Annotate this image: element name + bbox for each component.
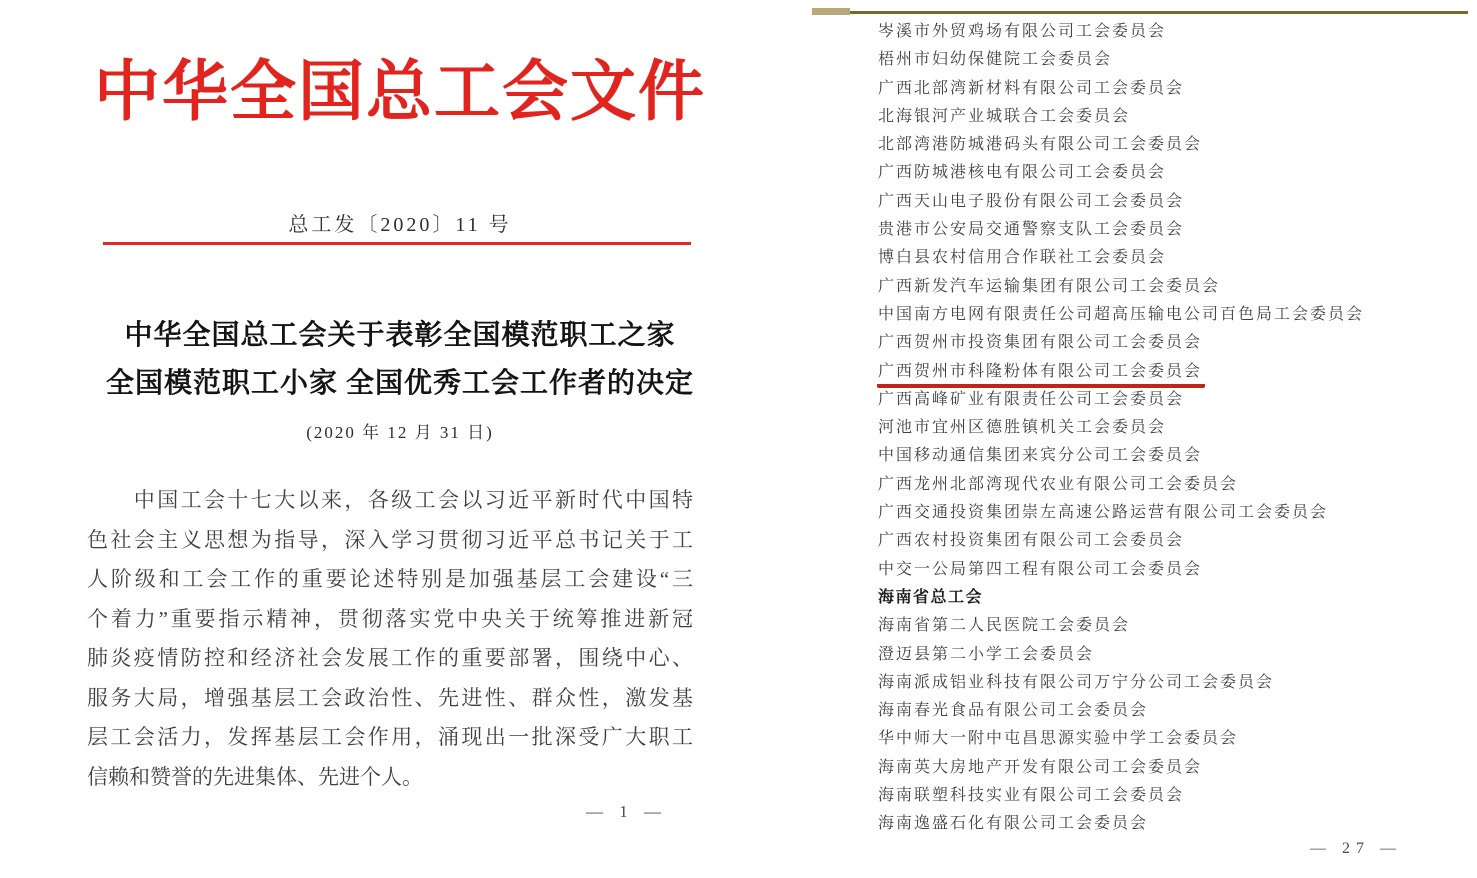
- body-line: 色社会主义思想为指导，深入学习贯彻习近平总书记关于工: [87, 527, 693, 552]
- body-line: 层工会活力，发挥基层工会作用，涌现出一批深受广大职工: [87, 725, 693, 749]
- union-committee-item: [878, 358, 1468, 386]
- gold-top-rule: [815, 11, 1468, 14]
- union-committee-item: 梧州市妇幼保健院工会委员会: [878, 51, 1113, 69]
- union-committee-item: 贵港市公安局交通警察支队工会委员会: [878, 221, 1185, 239]
- section-header: 海南省总工会: [878, 588, 984, 606]
- union-committee-item: 海南英大房地产开发有限公司工会委员会: [878, 758, 1203, 776]
- right-page: [812, 0, 1472, 878]
- red-divider-line: [103, 242, 691, 245]
- union-committee-item: 海南春光食品有限公司工会委员会: [878, 702, 1149, 720]
- union-committee-item: 中国移动通信集团来宾分公司工会委员会: [878, 447, 1203, 465]
- red-underlined-text: 广西贺州市科隆粉体有限公司工会委员会: [877, 361, 1205, 388]
- union-committee-item: 广西北部湾新材料有限公司工会委员会: [878, 79, 1185, 97]
- document-title: [85, 312, 715, 408]
- union-committee-item: 澄迈县第二小学工会委员会: [878, 645, 1095, 663]
- gold-top-rule-tab: [812, 8, 850, 15]
- union-committee-item: 广西龙州北部湾现代农业有限公司工会委员会: [878, 475, 1239, 493]
- union-committee-item: 广西交通投资集团崇左高速公路运营有限公司工会委员会: [878, 504, 1329, 522]
- page-number-right: — 27 —: [1310, 840, 1402, 857]
- page-number-left: — 1 —: [586, 802, 667, 821]
- body-line: 服务大局，增强基层工会政治性、先进性、群众性，激发基: [87, 685, 693, 710]
- union-committee-item: 广西贺州市投资集团有限公司工会委员会: [878, 334, 1203, 352]
- union-committee-item: 中交一公局第四工程有限公司工会委员会: [878, 560, 1203, 578]
- union-committee-item: 海南逸盛石化有限公司工会委员会: [878, 815, 1149, 833]
- body-line: 中国工会十七大以来，各级工会以习近平新时代中国特: [87, 488, 693, 512]
- union-committee-list: [878, 18, 1468, 839]
- union-committee-item: 广西天山电子股份有限公司工会委员会: [878, 192, 1185, 210]
- document-number: 总工发〔2020〕11 号: [288, 214, 512, 236]
- red-banner-title: 中华全国总工会文件: [94, 56, 706, 129]
- union-committee-item: 广西新发汽车运输集团有限公司工会委员会: [878, 277, 1221, 295]
- union-committee-item: 岑溪市外贸鸡场有限公司工会委员会: [878, 23, 1167, 40]
- document-title-line2: 全国模范职工小家 全国优秀工会工作者的决定: [105, 368, 694, 399]
- union-committee-item: 广西防城港核电有限公司工会委员会: [878, 164, 1167, 182]
- union-committee-item: 博白县农村信用合作联社工会委员会: [878, 249, 1167, 267]
- union-committee-item: 中国南方电网有限责任公司超高压输电公司百色局工会委员会: [878, 305, 1365, 323]
- union-committee-item: 广西高峰矿业有限责任公司工会委员会: [878, 390, 1185, 408]
- union-committee-item: 华中师大一附中屯昌思源实验中学工会委员会: [878, 730, 1239, 748]
- body-line: 肺炎疫情防控和经济社会发展工作的重要部署，围绕中心、: [87, 646, 693, 670]
- union-committee-item: 海南派成铝业科技有限公司万宁分公司工会委员会: [878, 673, 1275, 691]
- union-committee-item: 海南联塑科技实业有限公司工会委员会: [878, 787, 1185, 805]
- body-line: 人阶级和工会工作的重要论述特别是加强基层工会建设“三: [87, 567, 693, 591]
- union-committee-item: 北部湾港防城港码头有限公司工会委员会: [878, 136, 1203, 154]
- union-committee-item: 海南省第二人民医院工会委员会: [878, 617, 1131, 635]
- union-committee-item: 北海银河产业城联合工会委员会: [878, 107, 1131, 125]
- document-title-line1: 中华全国总工会关于表彰全国模范职工之家: [124, 320, 676, 351]
- body-line: 信赖和赞誉的先进集体、先进个人。: [87, 764, 423, 789]
- body-line: 个着力”重要指示精神，贯彻落实党中央关于统筹推进新冠: [87, 606, 693, 631]
- body-paragraph: [87, 481, 693, 797]
- left-page: [85, 0, 715, 878]
- document-date: (2020 年 12 月 31 日): [306, 423, 494, 442]
- union-committee-item: 广西农村投资集团有限公司工会委员会: [878, 532, 1185, 550]
- union-committee-item: 河池市宜州区德胜镇机关工会委员会: [878, 419, 1167, 437]
